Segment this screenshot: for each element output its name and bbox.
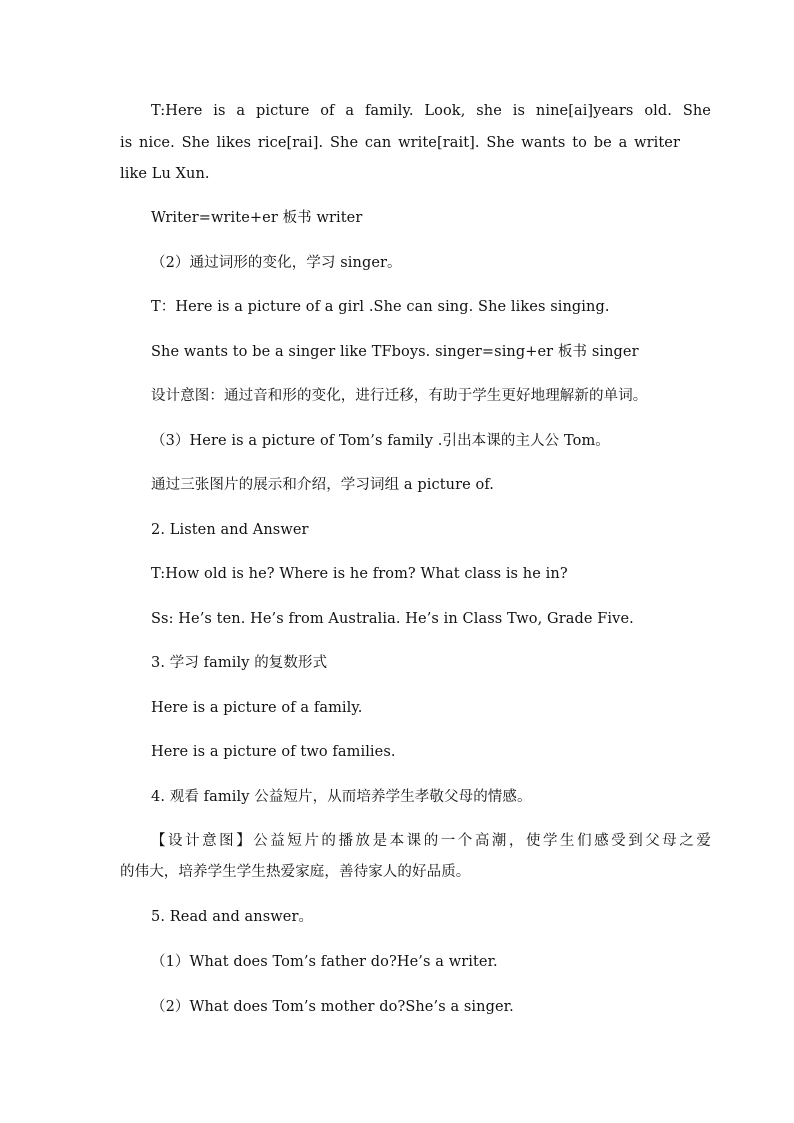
section-heading: 3. 学习 family 的复数形式	[151, 655, 328, 671]
paragraph-text: Here is a picture of two families.	[151, 744, 396, 760]
section-heading: 5. Read and answer。	[151, 909, 314, 925]
paragraph-text: （1）What does Tom’s father do?He’s a writer.	[151, 954, 498, 970]
paragraph-text: （2）What does Tom’s mother do?She’s a singer.	[151, 999, 514, 1015]
paragraph-text: like Lu Xun.	[120, 166, 210, 182]
paragraph-text: 【设计意图】公益短片的播放是本课的一个高潮，使学生们感受到父母之爱	[151, 833, 711, 849]
paragraph-text: （3）Here is a picture of Tom’s family .引出本课的主人公 Tom。	[151, 433, 610, 449]
paragraph-text: She wants to be a singer like TFboys. singer=sing+er 板书 singer	[151, 344, 639, 360]
paragraph-text: Here is a picture of a family.	[151, 700, 363, 716]
paragraph-text: T：Here is a picture of a girl .She can sing. She likes singing.	[151, 299, 610, 315]
paragraph-text: 通过三张图片的展示和介绍，学习词组 a picture of.	[151, 477, 494, 493]
paragraph-text: （2）通过词形的变化，学习 singer。	[151, 255, 402, 271]
paragraph-text: is nice. She likes rice[rai]. She can write[rait]. She wants to be a writer	[120, 135, 680, 151]
paragraph-text: Ss: He’s ten. He’s from Australia. He’s in Class Two, Grade Five.	[151, 611, 634, 627]
paragraph-text: 设计意图：通过音和形的变化，进行迁移，有助于学生更好地理解新的单词。	[151, 388, 648, 404]
paragraph-text: T:Here is a picture of a family. Look, she is nine[ai]years old. She	[151, 103, 711, 119]
paragraph-text: T:How old is he? Where is he from? What class is he in?	[151, 566, 568, 582]
section-heading: 2. Listen and Answer	[151, 522, 309, 538]
paragraph-text: Writer=write+er 板书 writer	[151, 210, 363, 226]
section-heading: 4. 观看 family 公益短片，从而培养学生孝敬父母的情感。	[151, 789, 532, 805]
paragraph-text: 的伟大，培养学生学生热爱家庭，善待家人的好品质。	[120, 864, 471, 880]
